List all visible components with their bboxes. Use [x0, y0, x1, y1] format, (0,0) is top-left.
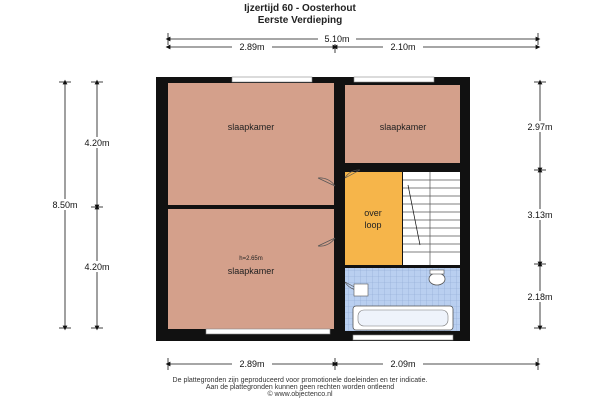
- landing: [345, 172, 402, 265]
- dim-top-total: 5.10m: [324, 34, 350, 44]
- room-label-landing-1: over: [364, 208, 382, 218]
- staircase: [403, 172, 460, 265]
- dim-top-right: 2.10m: [390, 42, 416, 52]
- dim-left-total: 8.50m: [52, 200, 78, 210]
- room-label-top-left: slaapkamer: [227, 122, 275, 132]
- dim-bottom-left: 2.89m: [239, 359, 265, 369]
- dim-right-upper: 2.97m: [527, 122, 553, 132]
- room-label-bottom-left: slaapkamer: [227, 266, 275, 276]
- room-label-top-right: slaapkamer: [379, 122, 427, 132]
- dim-right-lower: 2.18m: [527, 292, 553, 302]
- dim-bottom-right: 2.09m: [390, 359, 416, 369]
- bedroom-top-left: [168, 83, 334, 205]
- dim-left-lower: 4.20m: [84, 262, 110, 272]
- copyright-line: © www.objectenco.nl: [267, 391, 333, 398]
- ceiling-height-label: h=2.65m: [239, 256, 263, 262]
- disclaimer-line-2: Aan de plattegronden kunnen geen rechten worden ontleend: [205, 384, 395, 391]
- dim-right-middle: 3.13m: [527, 210, 553, 220]
- room-label-landing-2: loop: [364, 220, 382, 230]
- washbasin: [354, 284, 368, 296]
- dim-top-left: 2.89m: [239, 42, 265, 52]
- plan-subtitle: Eerste Verdieping: [257, 15, 343, 26]
- plan-title: Ijzertijd 60 - Oosterhout: [244, 3, 356, 14]
- dim-left-upper: 4.20m: [84, 138, 110, 148]
- disclaimer-line-1: De plattegronden zijn geproduceerd voor promotionele doeleinden en ter indicatie.: [172, 377, 428, 384]
- toilet: [429, 273, 445, 285]
